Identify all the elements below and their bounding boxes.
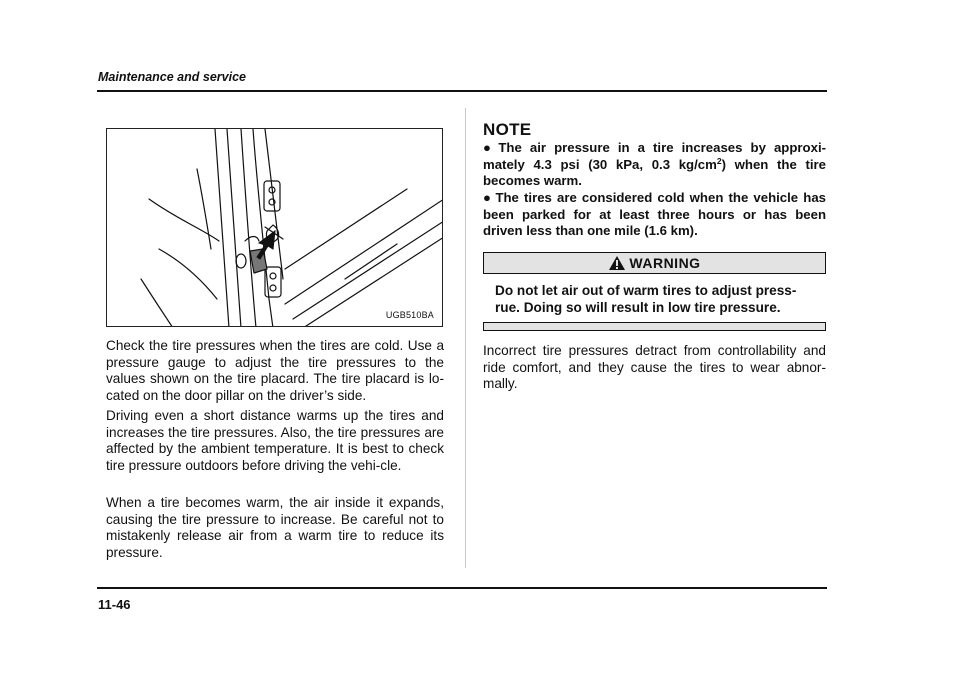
warning-footer-bar bbox=[483, 322, 826, 331]
section-title: Maintenance and service bbox=[98, 70, 246, 84]
note-text: The tires are considered cold when the vehicle has been parked for at least three hours or has been driven less than one mile (1.6 km). bbox=[483, 190, 826, 239]
note-heading: NOTE bbox=[483, 120, 532, 139]
warning-label: WARNING bbox=[629, 255, 701, 271]
page-number: 11-46 bbox=[98, 597, 131, 612]
bullet-icon: ● bbox=[483, 140, 496, 155]
body-paragraph: When a tire becomes warm, the air inside it expands, causing the tire pressure to increase. Be careful not to mistakenly release air from a warm tire to reduce its pressure. bbox=[106, 495, 444, 560]
superscript: 2 bbox=[716, 155, 722, 166]
body-paragraph: Check the tire pressures when the tires are cold. Use a pressure gauge to adjust the tire pressures to the values shown on the tire placard. The tire placard is lo-cated on the door pillar on the driver’s side. bbox=[106, 338, 444, 403]
note-item bbox=[483, 140, 826, 190]
note-item bbox=[483, 190, 826, 240]
warning-header bbox=[483, 252, 826, 274]
figure-code: UGB510BA bbox=[385, 310, 434, 320]
bullet-icon: ● bbox=[483, 190, 493, 205]
note-text: ) when the tire becomes warm. bbox=[483, 156, 826, 189]
footer-rule bbox=[97, 587, 827, 589]
body-paragraph: Driving even a short distance warms up the tires and increases the tire pressures. Also, the tire pressures are affected by the ambient temperature. It is best to check tire pressure outdoors before driving the vehi-cle. bbox=[106, 408, 444, 473]
body-paragraph: Incorrect tire pressures detract from controllability and ride comfort, and they cause the tires to wear abnor-mally. bbox=[483, 343, 826, 392]
warning-triangle-icon bbox=[608, 255, 626, 271]
note-text: The air pressure in a tire increases by approxi-mately 4.3 psi (30 kPa, 0.3 kg/cm bbox=[483, 140, 826, 172]
door-pillar-drawing bbox=[107, 129, 443, 327]
header-rule bbox=[97, 90, 827, 92]
warning-text: Do not let air out of warm tires to adjust press-rue. Doing so will result in low tire pressure. bbox=[495, 283, 797, 315]
tire-placard-illustration bbox=[106, 128, 443, 327]
column-divider bbox=[465, 108, 466, 568]
